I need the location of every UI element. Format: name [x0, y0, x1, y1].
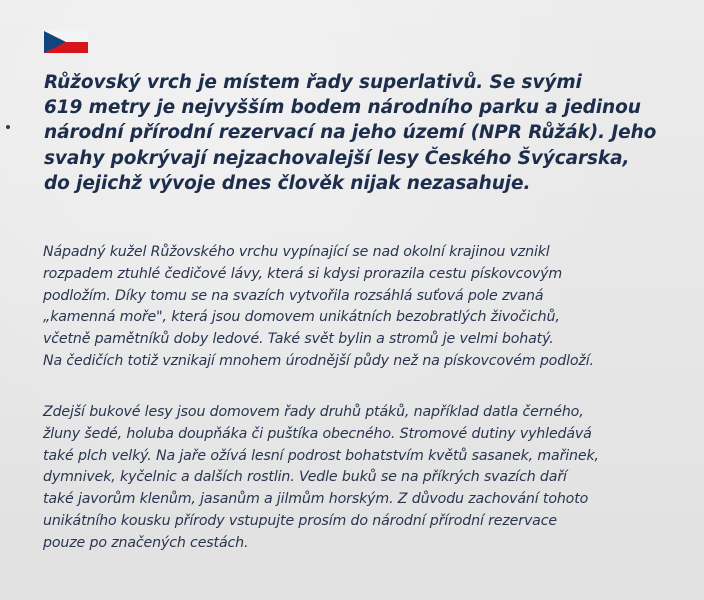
paragraph-line: Nápadný kužel Růžovského vrchu vypínající se nad okolní krajinou vznikl	[43, 244, 550, 260]
intro-line: do jejichž vývoje dnes člověk nijak nezasahuje.	[44, 172, 531, 194]
paragraph-line: také plch velký. Na jaře ožívá lesní podrost bohatstvím květů sasanek, mařinek,	[43, 447, 599, 464]
paragraph-line: unikátního kousku přírody vstupujte prosím do národní přírodní rezervace	[43, 512, 557, 529]
intro-line: národní přírodní rezervací na jeho území (NPR Růžák). Jeho	[44, 122, 657, 144]
intro-line: 619 metry je nejvyšším bodem národního parku a jedinou	[44, 97, 641, 119]
paragraph-line: Na čedičích totiž vznikají mnohem úrodnější půdy než na pískovcovém podloží.	[43, 352, 594, 369]
paragraph-line: podložím. Díky tomu se na svazích vytvořila rozsáhlá suťová pole zvaná	[43, 287, 544, 304]
paragraph-line: žluny šedé, holuba doupňáka či puštíka obecného. Stromové dutiny vyhledává	[43, 425, 592, 442]
wildlife-paragraph	[43, 402, 698, 555]
paragraph-line: pouze po značených cestách.	[43, 534, 249, 551]
paragraph-line: rozpadem ztuhlé čedičové lávy, která si kdysi prorazila cestu pískovcovým	[43, 265, 563, 282]
paragraph-line: dymnivek, kyčelnic a dalších rostlin. Vedle buků se na příkrých svazích daří	[43, 469, 567, 486]
paragraph-line: také javorům klenům, jasanům a jilmům horským. Z důvodu zachování tohoto	[43, 491, 589, 508]
paragraph-line: včetně pamětníků doby ledové. Také svět bylin a stromů je velmi bohatý.	[43, 331, 554, 348]
intro-line: Růžovský vrch je místem řady superlativů. Se svými	[44, 72, 582, 93]
flag-blue-triangle	[44, 31, 88, 53]
czech-flag-icon	[44, 31, 88, 53]
intro-paragraph	[44, 70, 694, 196]
paragraph-line: Zdejší bukové lesy jsou domovem řady druhů ptáků, například datla černého,	[43, 404, 584, 420]
dirt-speck	[6, 125, 10, 129]
intro-line: svahy pokrývají nejzachovalejší lesy Českého Švýcarska,	[44, 147, 630, 169]
paragraph-line: „kamenná moře", která jsou domovem unikátních bezobratlých živočichů,	[43, 309, 560, 326]
geology-paragraph	[43, 242, 698, 373]
